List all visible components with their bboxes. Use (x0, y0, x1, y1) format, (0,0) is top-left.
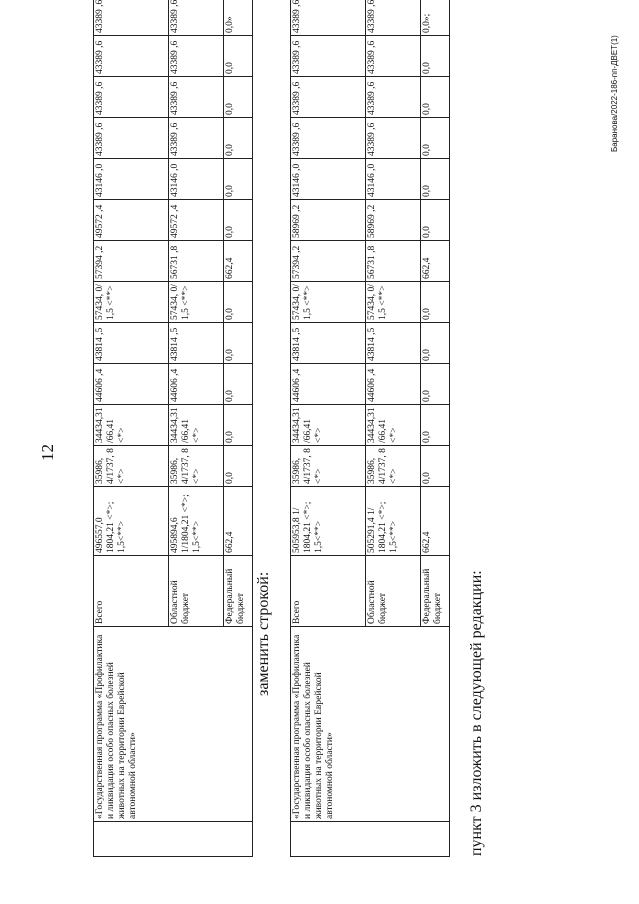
value-cell: 44606 ,4 (94, 364, 169, 405)
value-cell: 43389 ,6 (366, 0, 421, 36)
value-cell: 44606 ,4 (169, 364, 224, 405)
value-cell: 57434, 0/ 1,5 <**> (94, 282, 169, 323)
value-cell: 57434, 0/ 1,5 <**> (291, 282, 366, 323)
value-cell: 0,0 (224, 118, 253, 159)
total-cell: 662,4 (421, 487, 450, 556)
value-cell: 0,0 (224, 405, 253, 446)
value-cell: 0,0 (421, 200, 450, 241)
source-cell: Федеральный бюджет (224, 556, 253, 627)
value-cell: 43146 ,0 (169, 159, 224, 200)
value-cell: 0,0 (421, 118, 450, 159)
value-cell: 34434,31 /66,41 <*> (291, 405, 366, 446)
value-cell: 34434,31 /66,41 <*> (169, 405, 224, 446)
value-cell: 43389 ,6 (94, 77, 169, 118)
value-cell: 43389 ,6 (94, 118, 169, 159)
empty-cell (291, 822, 450, 857)
value-cell: 43389 ,6 (291, 77, 366, 118)
source-cell: Всего (291, 556, 366, 627)
table-row (291, 0, 366, 857)
new-table-body (291, 0, 450, 857)
value-cell: 43389 ,6 (94, 0, 169, 36)
value-cell: 0,0 (224, 323, 253, 364)
value-cell: 0,0 (224, 282, 253, 323)
value-cell: 0,0 (224, 159, 253, 200)
total-cell: 662,4 (224, 487, 253, 556)
value-cell: 43146 ,0 (291, 159, 366, 200)
value-cell: 0,0 (421, 36, 450, 77)
value-cell: 35986, 4/1737, 8 <*> (366, 446, 421, 487)
value-cell: 43814 ,5 (366, 323, 421, 364)
value-cell: 43389 ,6 (366, 118, 421, 159)
value-cell: 43389 ,6 (169, 118, 224, 159)
value-cell: 43146 ,0 (94, 159, 169, 200)
value-cell: 0,0 (224, 446, 253, 487)
page-number: 12 (38, 444, 57, 461)
new-budget-table (290, 0, 450, 857)
total-cell: 505291,4 1/ 1804,21 <*>; 1,5<**> (366, 487, 421, 556)
value-cell: 0,0 (421, 77, 450, 118)
source-cell: Всего (94, 556, 169, 627)
source-cell: Областной бюджет (169, 556, 224, 627)
value-cell: 44606 ,4 (291, 364, 366, 405)
value-cell: 43389 ,6 (291, 118, 366, 159)
value-cell: 0,0 (421, 323, 450, 364)
value-cell: 44606 ,4 (366, 364, 421, 405)
value-cell: 0,0 (224, 200, 253, 241)
value-cell: 0,0» (224, 0, 253, 36)
value-cell: 43814 ,5 (291, 323, 366, 364)
value-cell: 56731 ,8 (366, 241, 421, 282)
value-cell: 43389 ,6 (291, 36, 366, 77)
value-cell: 35986, 4/1737, 8 <*> (94, 446, 169, 487)
value-cell: 35986, 4/1737, 8 <*> (291, 446, 366, 487)
value-cell: 0,0 (421, 282, 450, 323)
value-cell: 0,0 (224, 364, 253, 405)
value-cell: 43389 ,6 (169, 77, 224, 118)
value-cell: 0,0 (421, 159, 450, 200)
value-cell: 34434,31 /66,41 <*> (94, 405, 169, 446)
source-cell: Областной бюджет (366, 556, 421, 627)
value-cell: 57434, 0/ 1,5 <**> (169, 282, 224, 323)
total-cell: 496557,0 1804,21 <*>; 1,5<**> (94, 487, 169, 556)
paragraph-heading: пункт 3 изложить в следующей редакции: (468, 570, 485, 856)
value-cell: 57394 ,2 (291, 241, 366, 282)
value-cell: 43814 ,5 (94, 323, 169, 364)
value-cell: 43389 ,6 (94, 36, 169, 77)
value-cell: 35986, 4/1737, 8 <*> (169, 446, 224, 487)
source-cell: Федеральный бюджет (421, 556, 450, 627)
value-cell: 43814 ,5 (169, 323, 224, 364)
value-cell: 0,0»; (421, 0, 450, 36)
value-cell: 43389 ,6 (366, 77, 421, 118)
replace-heading: заменить строкой: (255, 571, 272, 696)
value-cell: 662,4 (224, 241, 253, 282)
value-cell: 43146 ,0 (366, 159, 421, 200)
value-cell: 0,0 (421, 364, 450, 405)
value-cell: 56731 ,8 (169, 241, 224, 282)
value-cell: 49572 ,4 (94, 200, 169, 241)
program-name-cell: «Государственная программа «Профилактика и ликвидация особо опасных болезней животных на территории Еврейской автономной области» (291, 627, 450, 822)
value-cell: 34434,31 /66,41 <*> (366, 405, 421, 446)
old-budget-table (93, 0, 253, 857)
total-cell: 505953,8 1/ 1804,21 <*>; 1,5<**> (291, 487, 366, 556)
value-cell: 0,0 (421, 446, 450, 487)
value-cell: 49572 ,4 (169, 200, 224, 241)
program-name-cell: «Государственная программа «Профилактика и ликвидация особо опасных болезней животных на территории Еврейской автономной области» (94, 627, 253, 822)
old-table-body (94, 0, 253, 857)
value-cell: 57394 ,2 (94, 241, 169, 282)
value-cell: 662,4 (421, 241, 450, 282)
value-cell: 0,0 (224, 36, 253, 77)
value-cell: 43389 ,6 (169, 36, 224, 77)
value-cell: 57434, 0/ 1,5 <**> (366, 282, 421, 323)
document-code: Баранова/2022-186-пп-ДВЕТ(1) (610, 35, 619, 152)
value-cell: 58969 ,2 (366, 200, 421, 241)
total-cell: 495894,6 1/1804,21 <*>; 1,5<**> (169, 487, 224, 556)
table-row (94, 0, 169, 857)
empty-cell (94, 822, 253, 857)
value-cell: 58969 ,2 (291, 200, 366, 241)
value-cell: 43389 ,6 (366, 36, 421, 77)
value-cell: 43389 ,6 (291, 0, 366, 36)
value-cell: 43389 ,6 (169, 0, 224, 36)
value-cell: 0,0 (224, 77, 253, 118)
value-cell: 0,0 (421, 405, 450, 446)
